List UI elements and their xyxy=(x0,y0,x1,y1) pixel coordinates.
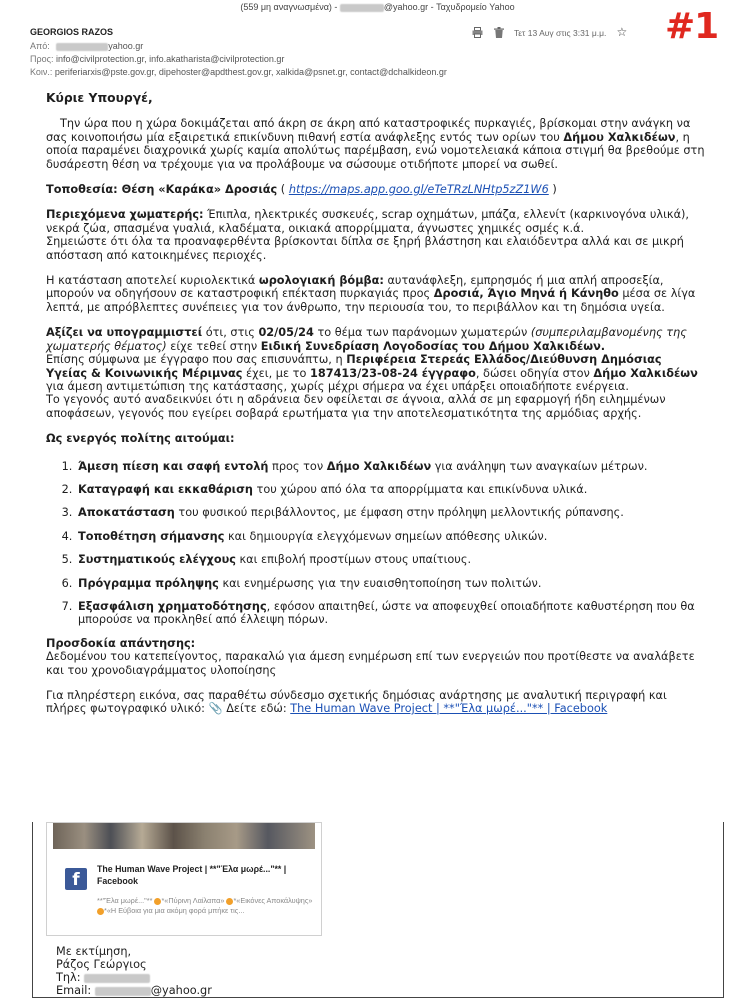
list-item: 2. Καταγραφή και εκκαθάριση του χώρου από όλα τα απορρίμματα και επικίνδυνα υλικά. xyxy=(76,483,706,496)
cc-row: Κοιν.: periferiarxis@pste.gov.gr, dipehoster@apdthest.gov.gr, xalkida@psnet.gr, contact@dchalkideon.gr xyxy=(30,67,447,77)
printer-icon[interactable] xyxy=(472,27,483,38)
cc-recipients[interactable]: periferiarxis@pste.gov.gr, dipehoster@apdthest.gov.gr, xalkida@psnet.gr, contact@dchalkideon.gr xyxy=(54,67,447,77)
email-header xyxy=(30,27,730,79)
phone-row: Τηλ: xyxy=(56,971,212,984)
redacted-from xyxy=(56,43,108,51)
list-item: 6. Πρόγραμμα πρόληψης και ενημέρωσης για την ευαισθητοποίηση των πολιτών. xyxy=(76,577,706,590)
preview-title[interactable]: The Human Wave Project | **"Έλα μωρέ..."** | Facebook xyxy=(97,864,287,886)
signer-name: Ράζος Γεώργιος xyxy=(56,958,147,971)
star-icon[interactable]: ☆ xyxy=(616,25,628,39)
facebook-post-link[interactable]: The Human Wave Project | **"Έλα μωρέ..."** | Facebook xyxy=(290,702,608,716)
redacted-email xyxy=(95,987,151,996)
preview-photo xyxy=(53,823,315,849)
link-preview-card[interactable] xyxy=(46,822,322,936)
reply-expectation: Προσδοκία απάντησης: Δεδομένου του κατεπείγοντος, παρακαλώ για άμεση ενημέρωση επί των ενεργειών που προτίθεστε να αναλάβετε και του χρονοδιαγράμματος υλοποίησης xyxy=(46,636,695,677)
fire-emoji-icon xyxy=(97,908,104,915)
greeting: Κύριε Υπουργέ, xyxy=(46,91,153,105)
signature-block: Με εκτίμηση, Ράζος Γεώργιος Τηλ: Email: @yahoo.gr xyxy=(56,945,212,997)
contents-paragraph: Περιεχόμενα χωματερής: Έπιπλα, ηλεκτρικές συσκευές, scrap οχημάτων, μπάζα, ελλενίτ (καρκινογόνα υλικά), νεκρά ζώα, σπασμένα γυαλιά, κλαδέματα, οικιακά απορρίμματα, άγνωστες χημικές οσμές κ.ά. Σημειώστε ότι όλα τα προαναφερθέντα βρίσκονται δίπλα σε ξηρή βλάστηση και ελαιόδεντρα αλλά και σε μικρή απόσταση από κατοικημένες περιοχές. xyxy=(46,208,690,262)
request-list xyxy=(46,460,706,627)
document-number-tag: #1 xyxy=(665,6,719,47)
app-name: - Ταχυδρομείο Yahoo xyxy=(428,2,515,12)
list-item: 5. Συστηματικούς ελέγχους και επιβολή προστίμων στους υπαίτιους. xyxy=(76,553,706,566)
list-item: 1. Άμεση πίεση και σαφή εντολή προς τον Δήμο Χαλκιδέων για ανάληψη των αναγκαίων μέτρων. xyxy=(76,460,706,473)
sender-name: GEORGIOS RAZOS xyxy=(30,27,114,37)
unread-count: (559 μη αναγνωσμένα) xyxy=(240,2,332,12)
more-info-paragraph: Για πληρέστερη εικόνα, σας παραθέτω σύνδεσμο σχετικής δημόσιας ανάρτησης με αναλυτική περιγραφή και πλήρες φωτογραφικό υλικό: 📎 Δείτε εδώ: The Human Wave Project | **"Έλα μωρέ..."** | Facebook xyxy=(46,689,667,716)
email-body xyxy=(46,92,706,728)
list-item: 4. Τοποθέτηση σήμανσης και δημιουργία ελεγχόμενων σημείων απόθεσης υλικών. xyxy=(76,530,706,543)
request-heading: Ως ενεργός πολίτης αιτούμαι: xyxy=(46,432,235,446)
location-line: Τοποθεσία: Θέση «Καράκα» Δροσιάς ( https://maps.app.goo.gl/eTeTRzLNHtp5zZ1W6 ) xyxy=(46,183,557,197)
to-recipients[interactable]: info@civilprotection.gr, info.akatharista@civilprotection.gr xyxy=(55,54,285,64)
redacted-username xyxy=(340,4,384,12)
page-frame-bottom xyxy=(32,997,724,998)
history-paragraph: Αξίζει να υπογραμμιστεί ότι, στις 02/05/24 το θέμα των παράνομων χωματερών (συμπεριλαμβανομένης της χωματερής θέματος) είχε τεθεί στην Ειδική Συνεδρίαση Λογοδοσίας του Δήμου Χαλκιδέων. Επίσης σύμφωνα με έγγραφο που σας επισυνάπτω, η Περιφέρεια Στερεάς Ελλάδος/Διεύθυνση Δημόσιας Υγείας & Κοινωνικής Μέριμνας έχει, με το 187413/23-08-24 έγγραφο, δώσει οδηγία στον Δήμο Χαλκιδέων για άμεση αντιμετώπιση της κατάστασης, χωρίς μέχρι σήμερα να έχει υπάρξει οποιαδήποτε ενέργεια. Το γεγονός αυτό αναδεικνύει ότι η αδράνεια δεν οφείλεται σε άγνοια, αλλά σε μη εφαρμογή ήδη ειλημμένων αποφάσεων, γεγονός που εγείρει σοβαρά ερωτήματα για την αποτελεσματικότητα της αρμόδιας αρχής. xyxy=(46,326,698,420)
from-row: Από: yahoo.gr xyxy=(30,41,144,51)
trash-icon[interactable] xyxy=(493,27,504,38)
to-row: Προς: info@civilprotection.gr, info.akatharista@civilprotection.gr xyxy=(30,54,285,64)
list-item: 7. Εξασφάλιση χρηματοδότησης, εφόσον απαιτηθεί, ώστε να αποφευχθεί οποιαδήποτε καθυστέρηση που θα μπορούσε να προκληθεί από έλλειψη πόρων. xyxy=(76,600,706,627)
header-toolbar xyxy=(472,27,627,38)
page-frame-right xyxy=(723,822,724,997)
maps-link[interactable]: https://maps.app.goo.gl/eTeTRzLNHtp5zZ1W6 xyxy=(288,183,549,197)
preview-description: **"Έλα μωρέ..."** *«Πύρινη Λαίλαπα» *«Εικόνες Αποκάλυψης» *«Η Εύβοια για μια ακόμη φορά μπήκε τις... xyxy=(97,896,313,915)
page-frame-left xyxy=(32,822,33,997)
intro-paragraph: Την ώρα που η χώρα δοκιμάζεται από άκρη σε άκρη από καταστροφικές πυρκαγιές, βρίσκομαι στην ανάγκη να σας κοινοποιήσω μία εξαιρετικά επικίνδυνη πιθανή εστία ανάφλεξης εντός των ορίων του Δήμου Χαλκιδέων, η οποία παραμένει διαχρονικά χωρίς καμία απολύτως παρέμβαση, ενώ νομοτελειακά κάποια στιγμή θα βρεθούμε στη δυσάρεστη θέση να τρέχουμε για να προλάβουμε να σώσουμε οτιδήποτε μπορεί να σωθεί. xyxy=(46,117,705,171)
redacted-phone xyxy=(84,974,150,983)
list-item: 3. Αποκατάσταση του φυσικού περιβάλλοντος, με έμφαση στην πρόληψη μελλοντικής ρύπανσης. xyxy=(76,506,706,519)
sent-date: Τετ 13 Αυγ στις 3:31 μ.μ. xyxy=(514,27,607,38)
paperclip-icon: 📎 xyxy=(208,702,223,716)
danger-paragraph: Η κατάσταση αποτελεί κυριολεκτικά ωρολογιακή βόμβα: αυτανάφλεξη, εμπρησμός ή μια απλή απροσεξία, μπορούν να οδηγήσουν σε καταστροφική επέκταση πυρκαγιάς προς Δροσιά, Άγιο Μηνά ή Κάνηθο μέσα σε λίγα λεπτά, με απρόβλεπτες συνέπειες για τον άνθρωπο, την περιουσία του, το περιβάλλον και τη δημόσια υγεία. xyxy=(46,274,696,314)
window-title-bar: (559 μη αναγνωσμένα) - @yahoo.gr - Ταχυδρομείο Yahoo xyxy=(240,2,515,12)
facebook-icon: f xyxy=(65,868,87,890)
email-row: Email: @yahoo.gr xyxy=(56,984,212,997)
